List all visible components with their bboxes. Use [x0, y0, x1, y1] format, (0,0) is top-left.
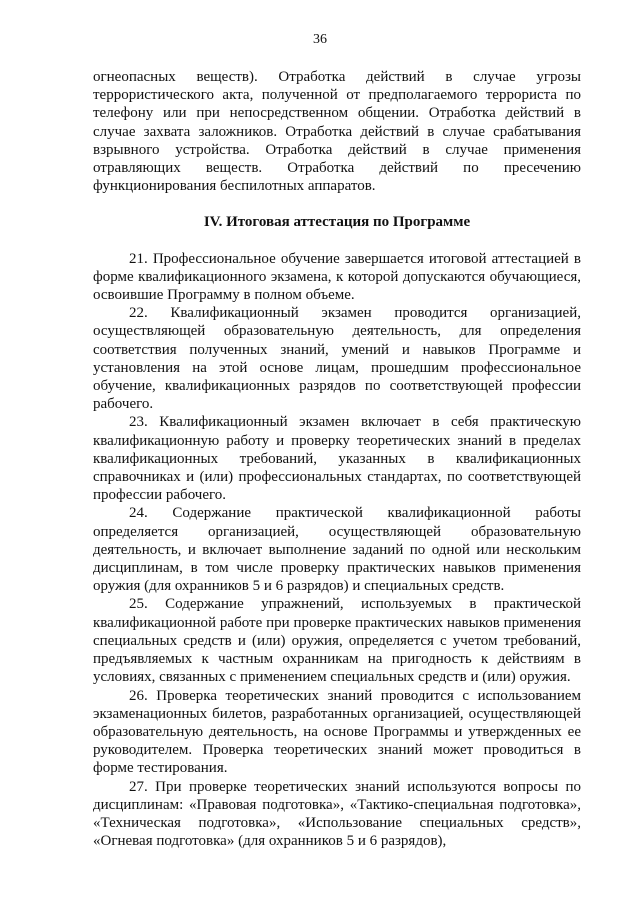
paragraph-25: 25. Содержание упражнений, используемых в практической квалификационной работе при проверке практических навыков применения специальных средств и (или) оружия, определяется с учетом требований, предъявляемых к частным охранникам на пригодность к действиям в условиях, связанных с применением специальных средств и (или) оружия.	[93, 596, 581, 686]
paragraph-24: 24. Содержание практической квалификационной работы определяется организацией, осуществляющей образовательную деятельность, и включает выполнение заданий по одной или нескольким дисциплинам, в том числе проверку практических навыков применения оружия (для охранников 5 и 6 разрядов) и специальных средств.	[93, 505, 581, 595]
paragraph-23: 23. Квалификационный экзамен включает в себя практическую квалификационную работу и проверку теоретических знаний в пределах квалификационных требований, указанных в квалификационных справочниках и (или) профессиональных стандартах, по соответствующей профессии рабочего.	[93, 414, 581, 504]
paragraph-21: 21. Профессиональное обучение завершается итоговой аттестацией в форме квалификационного экзамена, к которой допускаются обучающиеся, освоившие Программу в полном объеме.	[93, 250, 581, 304]
document-body	[93, 68, 581, 850]
page-number: 36	[313, 32, 327, 47]
paragraph-27: 27. При проверке теоретических знаний используются вопросы по дисциплинам: «Правовая подготовка», «Тактико-специальная подготовка», «Техническая подготовка», «Использование специальных средств», «Огневая подготовка» (для охранников 5 и 6 разрядов),	[93, 778, 581, 850]
section-title: IV. Итоговая аттестация по Программе	[203, 214, 471, 231]
paragraph-26: 26. Проверка теоретических знаний проводится с использованием экзаменационных билетов, разработанных организацией, осуществляющей образовательную деятельность, на основе Программы и утвержденных ее руководителем. Проверка теоретических знаний может проводиться в форме тестирования.	[93, 687, 581, 777]
paragraph-22: 22. Квалификационный экзамен проводится организацией, осуществляющей образовательную деятельность, для определения соответствия полученных знаний, умений и навыков Программе и установления на этой основе лицам, прошедшим профессиональное обучение, квалификационных разрядов по соответствующей профессии рабочего.	[93, 305, 581, 413]
intro-paragraph: огнеопасных веществ). Отработка действий в случае угрозы террористического акта, полученной от предполагаемого террориста по телефону или при непосредственном общении. Отработка действий в случае захвата заложников. Отработка действий в случае срабатывания взрывного устройства. Отработка действий в случае применения отравляющих веществ. Отработка действий по пресечению функционирования беспилотных аппаратов.	[93, 69, 581, 195]
